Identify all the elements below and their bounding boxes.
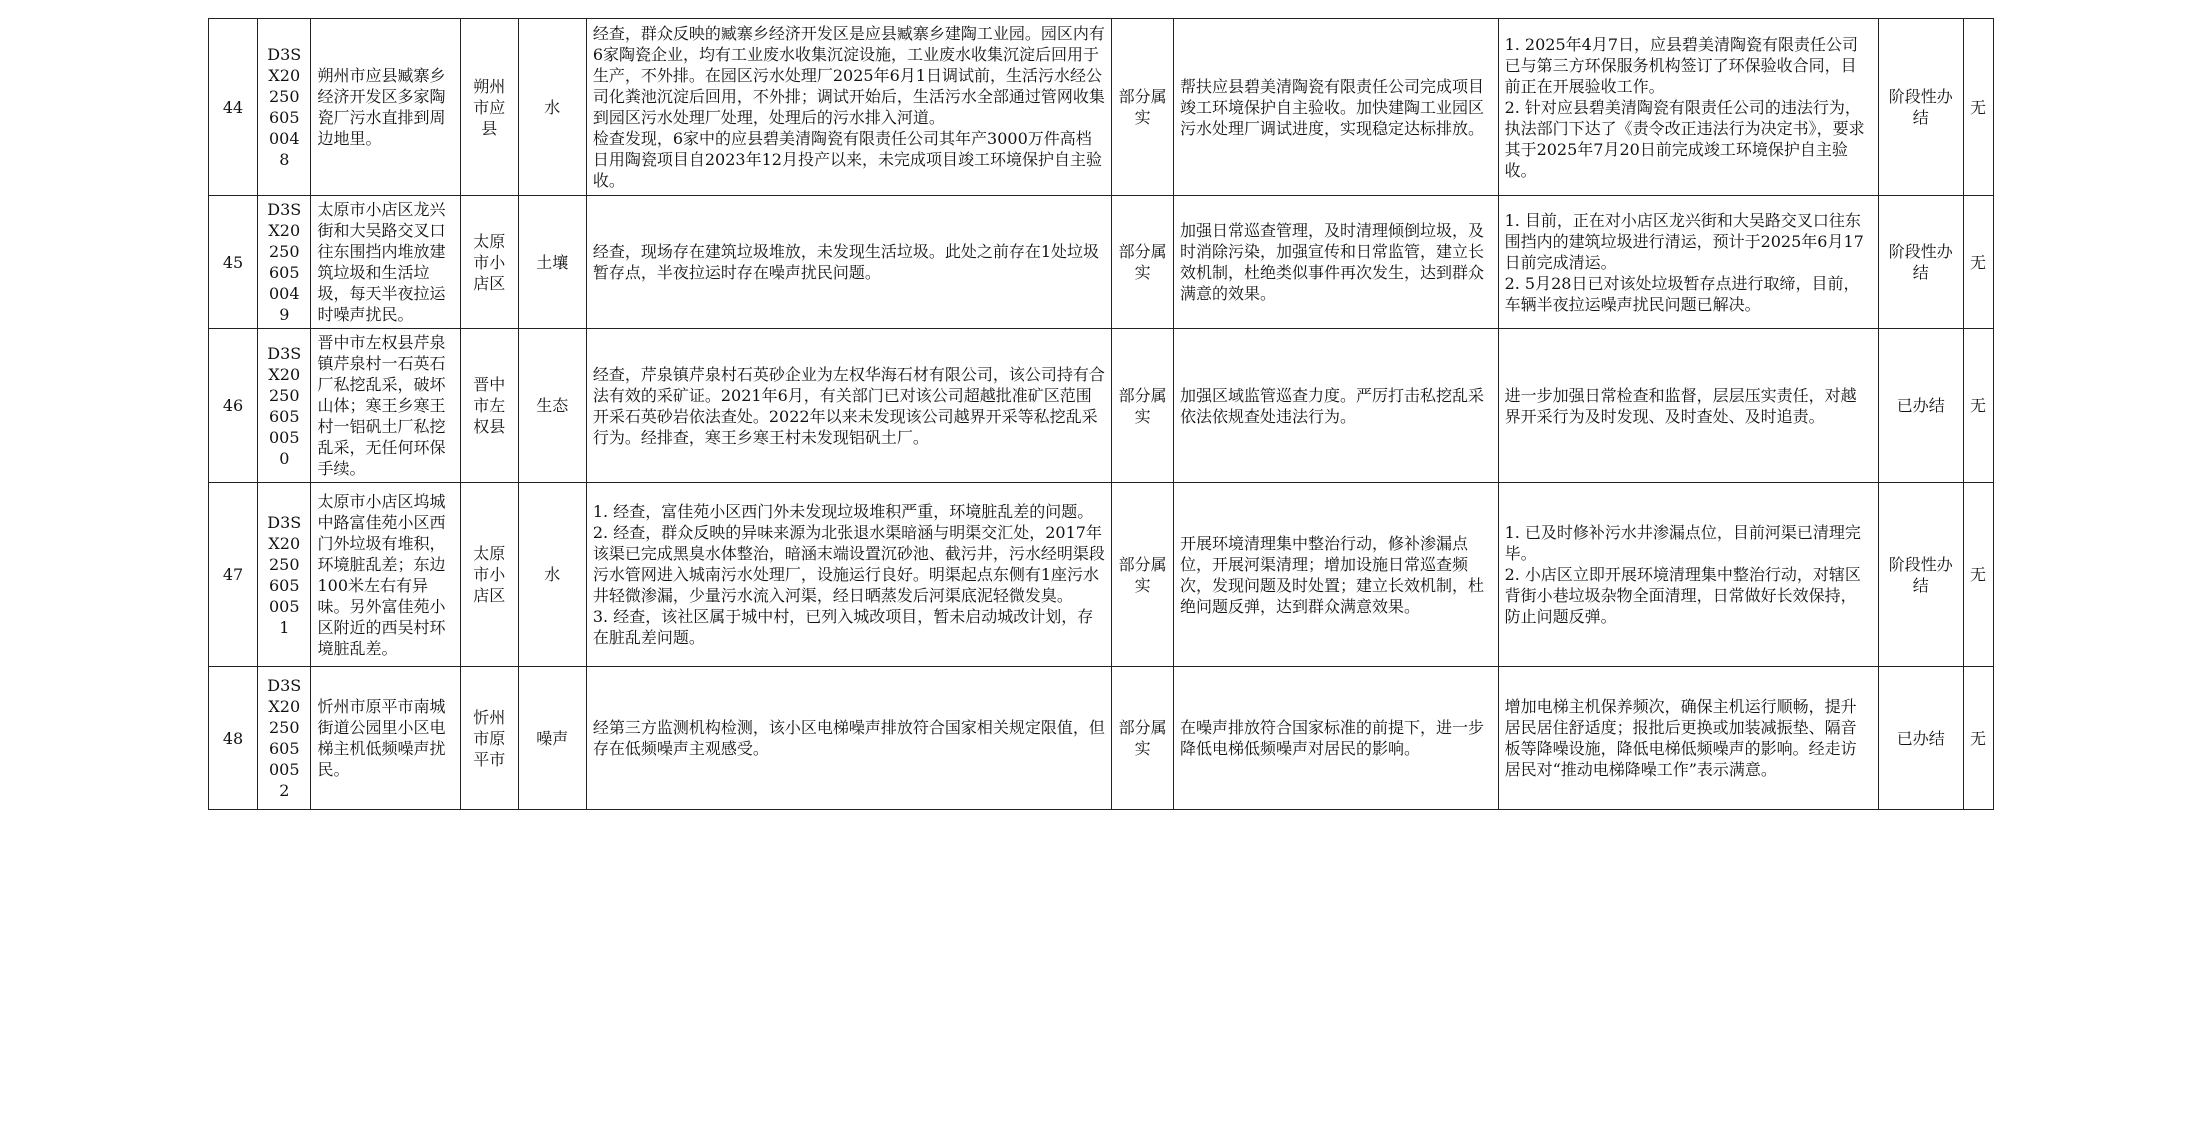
investigation-finding-line: 2. 经查，群众反映的异味来源为北张退水渠暗涵与明渠交汇处，2017年该渠已完成黑臭水体整治，暗涵末端设置沉砂池、截污井，污水经明渠段污水管网进入城南污水处理厂，设施运行良好。明渠起点东侧有1座污水井轻微渗漏，少量污水流入河渠，经日晒蒸发后河渠底泥轻微发臭。 (592, 523, 1105, 605)
case-code: D3SX20250605 0052 (258, 667, 311, 810)
table-body (209, 19, 1994, 810)
accountability: 无 (1964, 483, 1994, 667)
complaint-description: 晋中市左权县芹泉镇芹泉村一石英石厂私挖乱采，破坏山体；寒王乡寒王村一铝矾土厂私挖乱采，无任何环保手续。 (311, 329, 460, 483)
complaint-description: 太原市小店区坞城中路富佳苑小区西门外垃圾有堆积，环境脏乱差；东边100米左右有异味。另外富佳苑小区附近的西吴村环境脏乱差。 (311, 483, 460, 667)
case-code: D3SX20250605 0048 (258, 19, 311, 196)
rectification-progress-line: 进一步加强日常检查和监督，层层压实责任，对越界开采行为及时发现、及时查处、及时追责。 (1504, 385, 1857, 426)
rectification-progress (1498, 483, 1878, 667)
case-code: D3SX20250605 0049 (258, 196, 311, 329)
rectification-progress (1498, 329, 1878, 483)
complaint-description: 朔州市应县臧寨乡经济开发区多家陶瓷厂污水直排到周边地里。 (311, 19, 460, 196)
table-row (209, 329, 1994, 483)
rectification-progress-line: 1. 已及时修补污水井渗漏点位，目前河渠已清理完毕。 (1504, 523, 1861, 563)
rectification-progress (1498, 667, 1878, 810)
rectification-progress-line: 1. 2025年4月7日，应县碧美清陶瓷有限责任公司已与第三方环保服务机构签订了环保验收合同，目前正在开展验收工作。 (1504, 34, 1858, 96)
investigation-finding-line: 1. 经查，富佳苑小区西门外未发现垃圾堆积严重，环境脏乱差的问题。 (592, 502, 1094, 521)
investigation-finding-line: 经查，芹泉镇芹泉村石英砂企业为左权华海石材有限公司，该公司持有合法有效的采矿证。2021年6月，有关部门已对该公司超越批准矿区范围开采石英砂岩依法查处。2022年以来未发现该公司越界开采等私挖乱采行为。经排查，寒王乡寒王村未发现铝矾土厂。 (592, 364, 1105, 447)
rectification-progress-line: 2. 5月28日已对该处垃圾暂存点进行取缔，目前，车辆半夜拉运噪声扰民问题已解决。 (1504, 273, 1860, 314)
rectification-measures: 开展环境清理集中整治行动，修补渗漏点位，开展河渠清理；增加设施日常巡查频次，发现问题及时处置；建立长效机制，杜绝问题反弹，达到群众满意效果。 (1174, 483, 1499, 667)
table-row (209, 19, 1994, 196)
handling-status: 阶段性办结 (1878, 19, 1963, 196)
row-number: 46 (209, 329, 258, 483)
row-number: 47 (209, 483, 258, 667)
accountability: 无 (1964, 19, 1994, 196)
verification-result: 部分属实 (1112, 483, 1174, 667)
investigation-finding (586, 483, 1111, 667)
investigation-finding (586, 329, 1111, 483)
pollution-type: 噪声 (518, 667, 586, 810)
rectification-progress-line: 1. 目前，正在对小店区龙兴街和大吴路交叉口往东围挡内的建筑垃圾进行清运，预计于2025年6月17日前完成清运。 (1504, 210, 1864, 272)
rectification-progress (1498, 19, 1878, 196)
verification-result: 部分属实 (1112, 329, 1174, 483)
table-row (209, 483, 1994, 667)
row-number: 45 (209, 196, 258, 329)
region: 忻州市原平市 (460, 667, 518, 810)
table-row (209, 196, 1994, 329)
rectification-measures: 加强日常巡查管理，及时清理倾倒垃圾，及时消除污染，加强宣传和日常监管，建立长效机制，杜绝类似事件再次发生，达到群众满意的效果。 (1174, 196, 1499, 329)
complaint-table (208, 18, 1994, 810)
rectification-progress-line: 2. 小店区立即开展环境清理集中整治行动，对辖区背街小巷垃圾杂物全面清理，日常做好长效保持，防止问题反弹。 (1504, 565, 1861, 626)
region: 太原市小店区 (460, 196, 518, 329)
case-code: D3SX20250605 0050 (258, 329, 311, 483)
investigation-finding-line: 经查，现场存在建筑垃圾堆放，未发现生活垃圾。此处之前存在1处垃圾暂存点，半夜拉运时存在噪声扰民问题。 (592, 242, 1100, 282)
rectification-progress (1498, 196, 1878, 329)
investigation-finding (586, 19, 1111, 196)
investigation-finding (586, 196, 1111, 329)
row-number: 44 (209, 19, 258, 196)
verification-result: 部分属实 (1112, 19, 1174, 196)
complaint-description: 忻州市原平市南城街道公园里小区电梯主机低频噪声扰民。 (311, 667, 460, 810)
accountability: 无 (1964, 196, 1994, 329)
investigation-finding-line: 3. 经查，该社区属于城中村，已列入城改项目，暂未启动城改计划，存在脏乱差问题。 (592, 607, 1094, 647)
investigation-finding-line: 检查发现，6家中的应县碧美清陶瓷有限责任公司其年产3000万件高档日用陶瓷项目自2023年12月投产以来，未完成项目竣工环境保护自主验收。 (592, 129, 1102, 190)
handling-status: 阶段性办结 (1878, 483, 1963, 667)
region: 晋中市左权县 (460, 329, 518, 483)
pollution-type: 生态 (518, 329, 586, 483)
rectification-measures: 加强区域监管巡查力度。严厉打击私挖乱采依法依规查处违法行为。 (1174, 329, 1499, 483)
rectification-measures: 在噪声排放符合国家标准的前提下，进一步降低电梯低频噪声对居民的影响。 (1174, 667, 1499, 810)
case-code: D3SX20250605 0051 (258, 483, 311, 667)
table-row (209, 667, 1994, 810)
investigation-finding-line: 经第三方监测机构检测，该小区电梯噪声排放符合国家相关规定限值，但存在低频噪声主观感受。 (592, 718, 1105, 758)
complaint-description: 太原市小店区龙兴街和大吴路交叉口往东围挡内堆放建筑垃圾和生活垃圾，每天半夜拉运时噪声扰民。 (311, 196, 460, 329)
verification-result: 部分属实 (1112, 667, 1174, 810)
accountability: 无 (1964, 329, 1994, 483)
handling-status: 已办结 (1878, 667, 1963, 810)
rectification-progress-line: 2. 针对应县碧美清陶瓷有限责任公司的违法行为，执法部门下达了《责令改正违法行为决定书》，要求其于2025年7月20日前完成竣工环境保护自主验收。 (1504, 97, 1865, 180)
pollution-type: 水 (518, 19, 586, 196)
investigation-finding (586, 667, 1111, 810)
row-number: 48 (209, 667, 258, 810)
investigation-finding-line: 经查，群众反映的臧寨乡经济开发区是应县臧寨乡建陶工业园。园区内有6家陶瓷企业，均有工业废水收集沉淀设施，工业废水收集沉淀后回用于生产，不外排。在园区污水处理厂2025年6月1日调试前，生活污水经公司化粪池沉淀后回用，不外排；调试开始后，生活污水全部通过管网收集到园区污水处理厂处理，处理后的污水排入河道。 (592, 24, 1105, 127)
handling-status: 阶段性办结 (1878, 196, 1963, 329)
handling-status: 已办结 (1878, 329, 1963, 483)
pollution-type: 水 (518, 483, 586, 667)
rectification-progress-line: 增加电梯主机保养频次，确保主机运行顺畅，提升居民居住舒适度；报批后更换或加装减振垫、隔音板等降噪设施，降低电梯低频噪声的影响。经走访居民对“推动电梯降噪工作”表示满意。 (1504, 697, 1857, 779)
region: 朔州市应县 (460, 19, 518, 196)
pollution-type: 土壤 (518, 196, 586, 329)
rectification-measures: 帮扶应县碧美清陶瓷有限责任公司完成项目竣工环境保护自主验收。加快建陶工业园区污水处理厂调试进度，实现稳定达标排放。 (1174, 19, 1499, 196)
accountability: 无 (1964, 667, 1994, 810)
region: 太原市小店区 (460, 483, 518, 667)
verification-result: 部分属实 (1112, 196, 1174, 329)
